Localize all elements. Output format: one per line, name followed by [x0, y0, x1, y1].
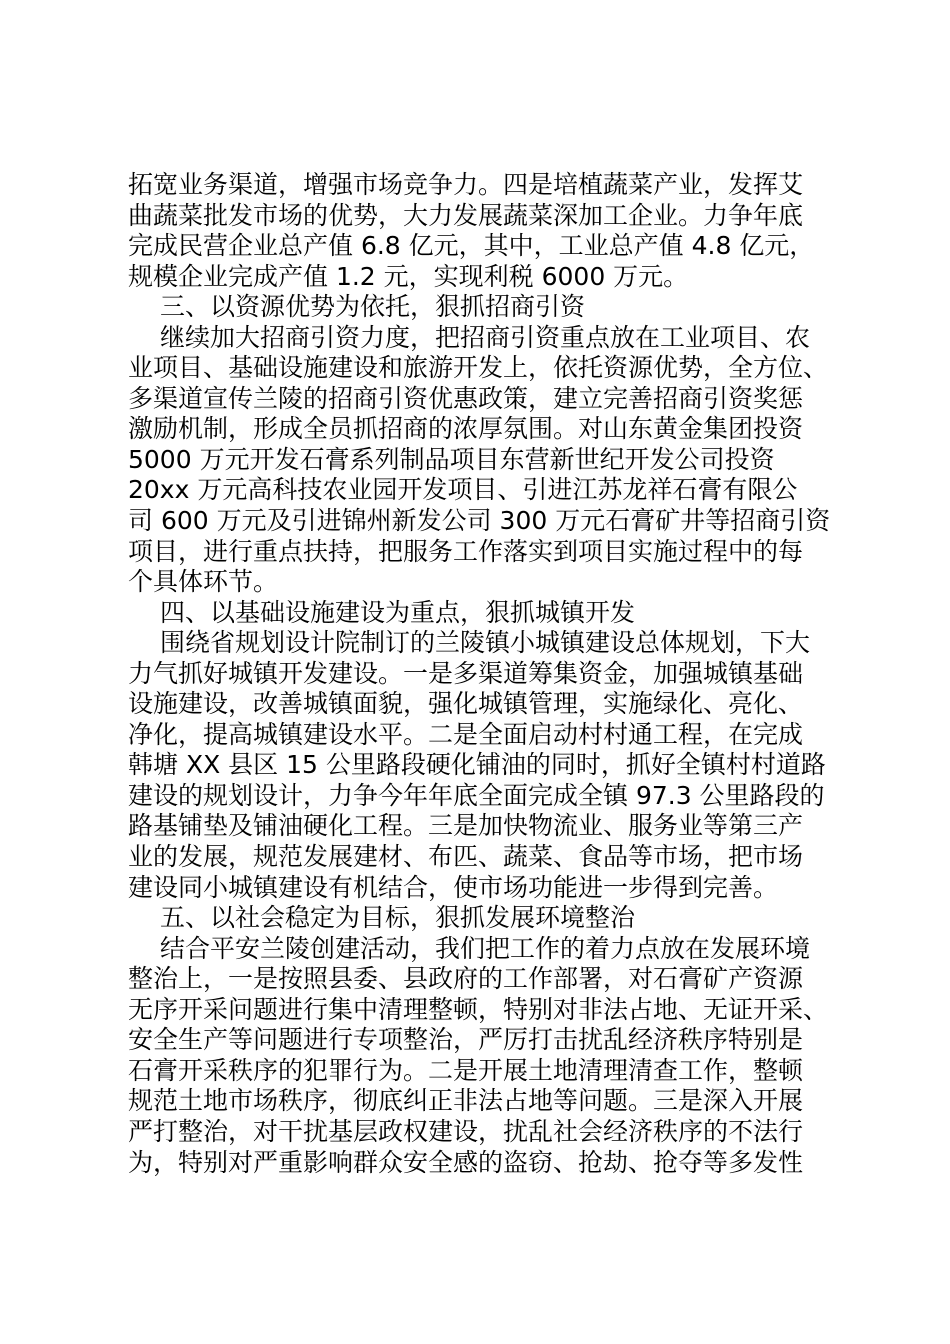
paragraph-line: 韩塘 XX 县区 15 公里路段硬化铺油的同时，抓好全镇村村道路	[128, 750, 826, 780]
paragraph-line: 建设同小城镇建设有机结合，使市场功能进一步得到完善。	[128, 872, 779, 902]
paragraph-line: 个具体环节。	[128, 567, 279, 597]
paragraph-line: 激励机制，形成全员抓招商的浓厚氛围。对山东黄金集团投资	[128, 414, 804, 444]
paragraph-line: 为，特别对严重影响群众安全感的盗窃、抢劫、抢夺等多发性	[128, 1147, 804, 1177]
paragraph-line: 项目，进行重点扶持，把服务工作落实到项目实施过程中的每	[128, 536, 804, 566]
paragraph-line: 业项目、基础设施建设和旅游开发上，依托资源优势，全方位、	[128, 353, 829, 383]
paragraph-line: 净化，提高城镇建设水平。二是全面启动村村通工程，在完成	[128, 719, 804, 749]
paragraph-line: 曲蔬菜批发市场的优势，大力发展蔬菜深加工企业。力争年底	[128, 200, 804, 230]
paragraph-line: 司 600 万元及引进锦州新发公司 300 万元石膏矿井等招商引资	[128, 506, 831, 536]
paragraph-line: 设施建设，改善城镇面貌，强化城镇管理，实施绿化、亮化、	[128, 689, 804, 719]
paragraph-line-indented: 结合平安兰陵创建活动，我们把工作的着力点放在发展环境	[160, 933, 811, 963]
paragraph-line: 建设的规划设计，力争今年年底全面完成全镇 97.3 公里路段的	[128, 780, 825, 810]
paragraph-line-indented: 四、以基础设施建设为重点，狠抓城镇开发	[160, 597, 636, 627]
paragraph-line: 业的发展，规范发展建材、布匹、蔬菜、食品等市场，把市场	[128, 842, 804, 872]
paragraph-line: 5000 万元开发石膏系列制品项目东营新世纪开发公司投资	[128, 444, 775, 474]
paragraph-line: 完成民营企业总产值 6.8 亿元，其中，工业总产值 4.8 亿元，	[128, 231, 815, 261]
paragraph-line: 严打整治，对干扰基层政权建设，扰乱社会经济秩序的不法行	[128, 1116, 804, 1146]
paragraph-line: 无序开采问题进行集中清理整顿，特别对非法占地、无证开采、	[128, 994, 829, 1024]
paragraph-line: 多渠道宣传兰陵的招商引资优惠政策，建立完善招商引资奖惩	[128, 383, 804, 413]
paragraph-line: 力气抓好城镇开发建设。一是多渠道筹集资金，加强城镇基础	[128, 658, 804, 688]
paragraph-line-indented: 围绕省规划设计院制订的兰陵镇小城镇建设总体规划，下大	[160, 628, 811, 658]
paragraph-line-indented: 五、以社会稳定为目标，狠抓发展环境整治	[160, 903, 636, 933]
paragraph-line: 整治上，一是按照县委、县政府的工作部署，对石膏矿产资源	[128, 964, 804, 994]
paragraph-line: 规范土地市场秩序，彻底纠正非法占地等问题。三是深入开展	[128, 1086, 804, 1116]
paragraph-line: 路基铺垫及铺油硬化工程。三是加快物流业、服务业等第三产	[128, 811, 804, 841]
paragraph-line: 20xx 万元高科技农业园开发项目、引进江苏龙祥石膏有限公	[128, 475, 798, 505]
paragraph-line: 规模企业完成产值 1.2 元，实现利税 6000 万元。	[128, 261, 689, 291]
paragraph-line: 拓宽业务渠道，增强市场竞争力。四是培植蔬菜产业，发挥艾	[128, 170, 804, 199]
paragraph-line: 安全生产等问题进行专项整治，严厉打击扰乱经济秩序特别是	[128, 1025, 804, 1055]
paragraph-line: 石膏开采秩序的犯罪行为。二是开展土地清理清查工作，整顿	[128, 1055, 804, 1085]
paragraph-line-indented: 三、以资源优势为依托，狠抓招商引资	[160, 292, 586, 322]
paragraph-line-indented: 继续加大招商引资力度，把招商引资重点放在工业项目、农	[160, 322, 811, 352]
document-body	[128, 170, 838, 1178]
